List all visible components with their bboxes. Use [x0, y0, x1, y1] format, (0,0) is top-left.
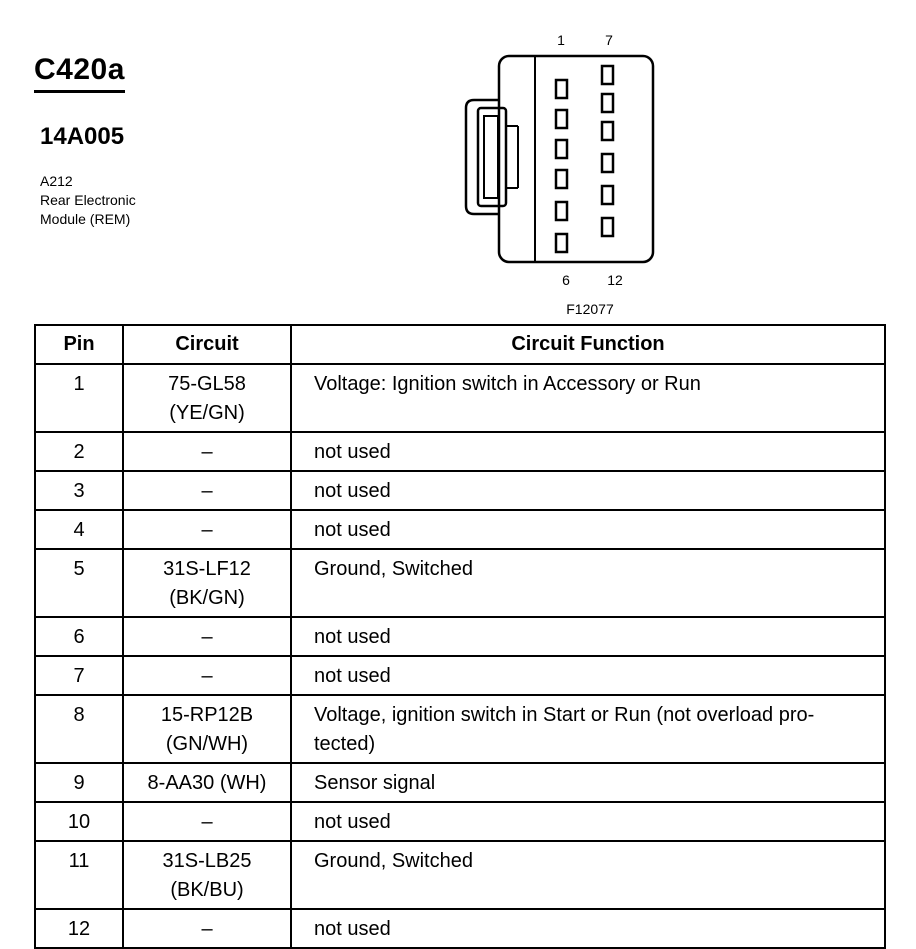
pin-number: 7	[35, 656, 123, 695]
circuit-id: –	[123, 471, 291, 510]
pin-cavity	[556, 140, 567, 158]
circuit-function: not used	[291, 617, 885, 656]
circuit-function: not used	[291, 656, 885, 695]
pin-number: 4	[35, 510, 123, 549]
table-row	[35, 364, 885, 432]
pin-label-top-right: 7	[605, 32, 613, 48]
circuit-function: not used	[291, 432, 885, 471]
circuit-id: –	[123, 432, 291, 471]
pin-cavity	[602, 218, 613, 236]
table-header-row	[35, 325, 885, 364]
pin-number: 9	[35, 763, 123, 802]
circuit-function-continued: tected)	[314, 733, 376, 755]
circuit-function: Ground, Switched	[291, 841, 885, 909]
circuit-cell	[123, 695, 291, 763]
header-circuit-function: Circuit Function	[291, 325, 885, 364]
pin-cavity	[556, 234, 567, 252]
pin-number: 2	[35, 432, 123, 471]
pin-number: 11	[35, 841, 123, 909]
circuit-id: 8-AA30 (WH)	[123, 763, 291, 802]
description-line: A212	[40, 173, 73, 189]
pinout-table	[34, 324, 886, 949]
circuit-cell	[123, 364, 291, 432]
circuit-function: not used	[291, 471, 885, 510]
pin-number: 10	[35, 802, 123, 841]
pin-cavity	[556, 170, 567, 188]
circuit-id: –	[123, 617, 291, 656]
pin-cavity	[602, 94, 613, 112]
table-row	[35, 763, 885, 802]
circuit-id: 75-GL58	[168, 373, 246, 395]
table-row	[35, 656, 885, 695]
circuit-cell	[123, 549, 291, 617]
part-number: 14A005	[40, 123, 125, 150]
wire-color: (BK/BU)	[170, 879, 244, 901]
circuit-function: Voltage: Ignition switch in Accessory or Run	[291, 364, 885, 432]
pin-number: 3	[35, 471, 123, 510]
description-line: Module (REM)	[40, 211, 131, 227]
connector-id-title: C420a	[34, 52, 125, 93]
wire-color: (GN/WH)	[165, 733, 249, 755]
pin-label-top-left: 1	[557, 32, 565, 48]
latch-tab	[484, 116, 498, 198]
latch-inner	[478, 108, 506, 206]
pin-cavity	[602, 66, 613, 84]
circuit-id: –	[123, 909, 291, 948]
pin-number: 5	[35, 549, 123, 617]
circuit-function: Sensor signal	[291, 763, 885, 802]
circuit-function: Ground, Switched	[291, 549, 885, 617]
table-row	[35, 510, 885, 549]
pin-label-bottom-right: 12	[607, 272, 623, 288]
header-pin: Pin	[35, 325, 123, 364]
circuit-id: –	[123, 510, 291, 549]
table-row	[35, 617, 885, 656]
connector-description	[40, 172, 136, 229]
pin-label-bottom-left: 6	[562, 272, 570, 288]
connector-housing	[499, 56, 653, 262]
pin-cavity	[602, 186, 613, 204]
pin-cavity	[556, 80, 567, 98]
table-row	[35, 909, 885, 948]
wire-color: (YE/GN)	[169, 402, 245, 424]
table-row	[35, 695, 885, 763]
table-row	[35, 549, 885, 617]
circuit-function: not used	[291, 909, 885, 948]
figure-id: F12077	[566, 301, 614, 317]
pin-cavity	[556, 110, 567, 128]
pin-number: 12	[35, 909, 123, 948]
table-row	[35, 471, 885, 510]
circuit-id: 31S-LF12	[163, 558, 251, 580]
circuit-cell	[123, 841, 291, 909]
connector-face-diagram	[460, 28, 700, 322]
wire-color: (BK/GN)	[169, 587, 245, 609]
pin-cavity	[556, 202, 567, 220]
circuit-id: 31S-LB25	[162, 850, 252, 872]
pin-number: 6	[35, 617, 123, 656]
connector-latch	[466, 100, 499, 214]
circuit-function: not used	[291, 802, 885, 841]
description-line: Rear Electronic	[40, 192, 136, 208]
table-row	[35, 432, 885, 471]
circuit-id: –	[123, 656, 291, 695]
pin-cavity	[602, 154, 613, 172]
table-row	[35, 802, 885, 841]
table-row	[35, 841, 885, 909]
circuit-id: –	[123, 802, 291, 841]
pin-number: 8	[35, 695, 123, 763]
pin-number: 1	[35, 364, 123, 432]
circuit-id: 15-RP12B	[160, 704, 254, 726]
pin-cavity	[602, 122, 613, 140]
header-circuit: Circuit	[123, 325, 291, 364]
circuit-function-cell	[291, 695, 885, 763]
circuit-function: not used	[291, 510, 885, 549]
circuit-function: Voltage, ignition switch in Start or Run (not overload pro-	[314, 704, 815, 726]
